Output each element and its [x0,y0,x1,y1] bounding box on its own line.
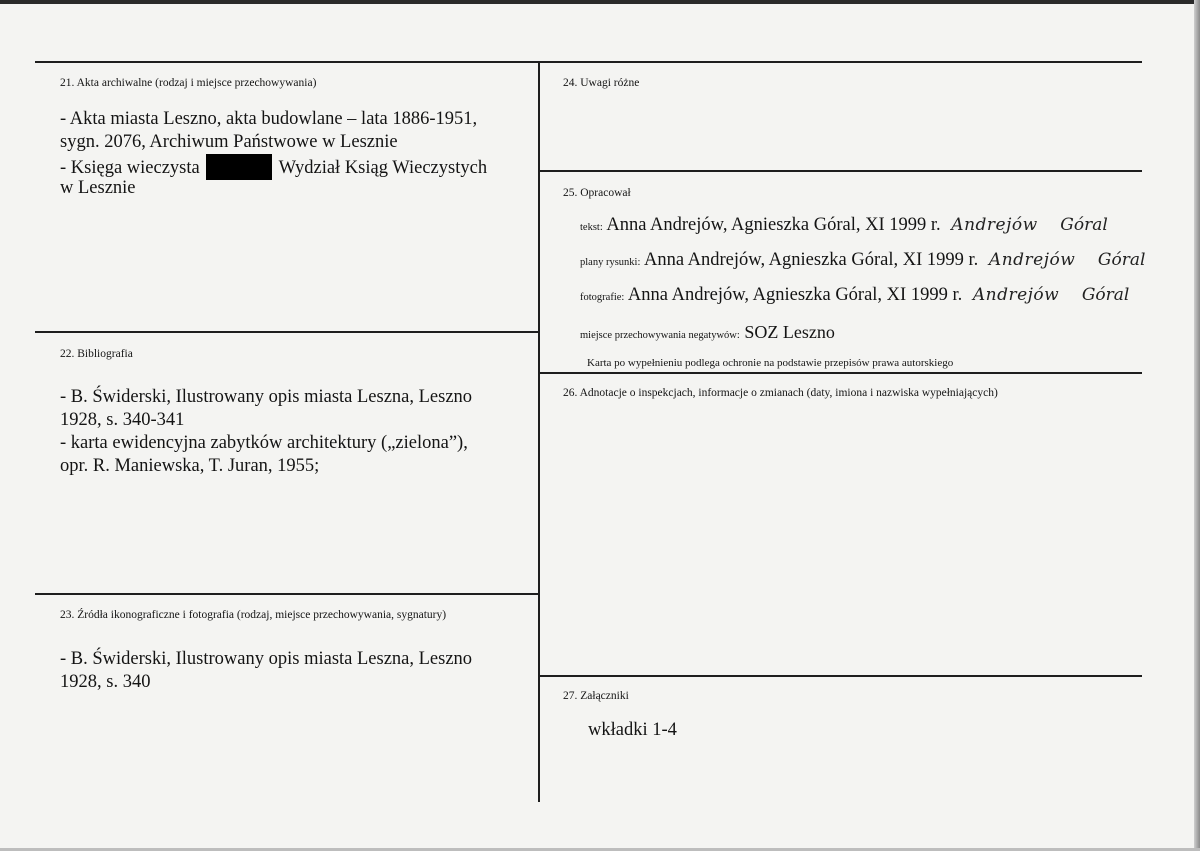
signature-goral: Góral [1097,250,1146,270]
land-register-label: - Księga wieczysta [60,158,200,178]
iconographic-line-1: - B. Świderski, Ilustrowany opis miasta Leszna, Leszno [60,649,473,669]
divider-24-25 [538,170,1142,172]
section-25-header: 25. Opracował [563,187,631,199]
section-21-header: 21. Akta archiwalne (rodzaj i miejsce przechowywania) [60,77,317,89]
text-author-value: Anna Andrejów, Agnieszka Góral, XI 1999 r. [606,215,941,235]
negatives-location-row [580,321,835,347]
signature-goral: Góral [1081,285,1130,305]
bibliography-line-3: - karta ewidencyjna zabytków architektury („zielona”), [60,433,468,453]
bibliography-line-2: 1928, s. 340-341 [60,410,185,430]
copyright-notice: Karta po wypełnieniu podlega ochronie na podstawie przepisów prawa autorskiego [587,357,954,369]
signature-andrejow: Andrejów [988,250,1076,270]
section-24-header: 24. Uwagi różne [563,77,640,89]
land-register-department: Wydział Ksiąg Wieczystych [278,158,488,178]
archival-line-4: w Lesznie [60,178,136,198]
section-23-header: 23. Źródła ikonograficzne i fotografia (rodzaj, miejsce przechowywania, sygnatury) [60,609,447,621]
drawings-author-label: plany rysunki: [580,257,641,268]
section-26-header: 26. Adnotacje o inspekcjach, informacje o zmianach (daty, imiona i nazwiska wypełniających) [563,387,998,399]
archival-line-1: - Akta miasta Leszno, akta budowlane – lata 1886-1951, [60,109,478,129]
drawings-author-value: Anna Andrejów, Agnieszka Góral, XI 1999 r. [643,250,979,270]
signature-andrejow: Andrejów [951,215,1038,235]
photos-author-row [580,284,1129,309]
scan-edge-right [1194,0,1200,851]
scan-edge-top [0,0,1200,4]
column-divider [538,61,540,802]
redaction-block [206,154,272,180]
photos-author-label: fotografie: [580,292,625,303]
iconographic-line-2: 1928, s. 340 [60,672,151,692]
section-27-header: 27. Załączniki [563,690,629,702]
signature-andrejow: Andrejów [972,285,1060,305]
signature-goral: Góral [1060,215,1108,235]
negatives-location-label: miejsce przechowywania negatywów: [580,330,740,341]
divider-26-27 [538,675,1142,677]
bibliography-line-4: opr. R. Maniewska, T. Juran, 1955; [60,456,320,476]
negatives-location-value: SOZ Leszno [744,322,835,342]
attachments-value: wkładki 1-4 [588,720,677,740]
bibliography-line-1: - B. Świderski, Ilustrowany opis miasta Leszna, Leszno [60,387,473,407]
text-author-row [580,214,1108,239]
divider-21-22 [35,331,538,333]
section-22-header: 22. Bibliografia [60,348,133,360]
drawings-author-row [580,249,1145,274]
divider-22-23 [35,593,538,595]
divider-25-26 [538,372,1142,374]
form-top-border [35,61,1142,63]
archival-line-2: sygn. 2076, Archiwum Państwowe w Lesznie [60,132,398,152]
text-author-label: tekst: [580,222,603,233]
photos-author-value: Anna Andrejów, Agnieszka Góral, XI 1999 r. [627,285,963,305]
